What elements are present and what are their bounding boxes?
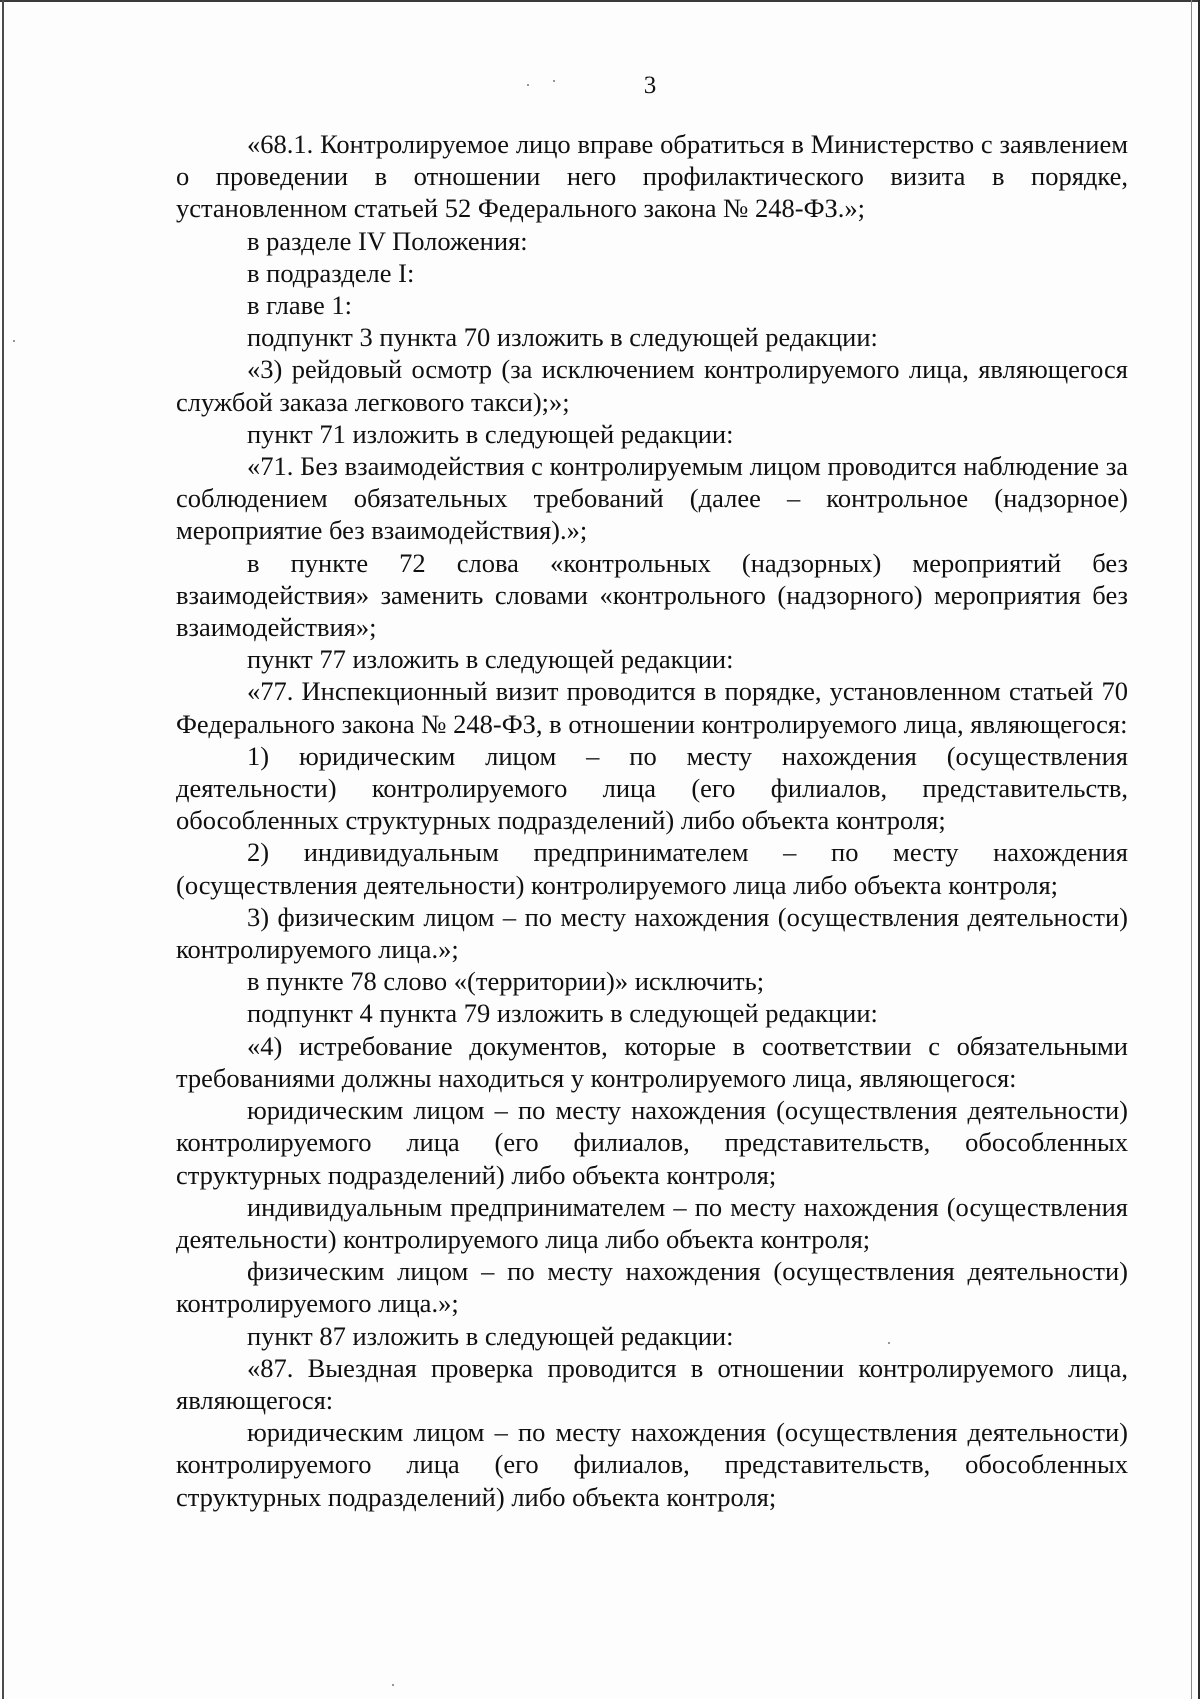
paragraph: «4) истребование документов, которые в соответствии с обязательными требованиями должны находиться у контролируемого лица, являющегося: <box>176 1030 1128 1093</box>
paragraph: в подразделе I: <box>247 257 415 288</box>
paragraph: «68.1. Контролируемое лицо вправе обратиться в Министерство с заявлением о проведении в отношении него профилактического визита в порядке, установленном статьей 52 Федерального закона № 248-ФЗ.»; <box>176 129 1128 224</box>
paragraph: в пункте 72 слова «контрольных (надзорных) мероприятий без взаимодействия» заменить словами «контрольного (надзорного) мероприятия без взаимодействия»; <box>176 547 1128 643</box>
paragraph: юридическим лицом – по месту нахождения (осуществления деятельности) контролируемого лица (его филиалов, представительств, обособленных структурных подразделений) либо объекта контроля; <box>176 1095 1128 1190</box>
paragraph: «87. Выездная проверка проводится в отношении контролируемого лица, являющегося: <box>176 1352 1128 1415</box>
scan-edge-right-inner <box>1191 0 1192 1699</box>
paragraph: пункт 87 изложить в следующей редакции: <box>247 1320 734 1351</box>
paragraph: подпункт 3 пункта 70 изложить в следующей редакции: <box>247 322 878 353</box>
paragraph: в разделе IV Положения: <box>247 225 528 256</box>
scan-edge-top <box>0 0 1200 2</box>
paragraph: «3) рейдовый осмотр (за исключением контролируемого лица, являющегося службой заказа легкового такси);»; <box>176 354 1128 417</box>
paragraph: пункт 71 изложить в следующей редакции: <box>247 418 734 449</box>
paragraph: в главе 1: <box>247 290 353 321</box>
paragraph: «71. Без взаимодействия с контролируемым лицом проводится наблюдение за соблюдением обязательных требований (далее – контрольное (надзорное) мероприятие без взаимодействия).»; <box>176 451 1128 546</box>
scan-speck <box>13 340 15 342</box>
paragraph: 2) индивидуальным предпринимателем – по месту нахождения (осуществления деятельности) контролируемого лица либо объекта контроля; <box>176 837 1128 900</box>
paragraph: 3) физическим лицом – по месту нахождения (осуществления деятельности) контролируемого лица.»; <box>176 901 1128 965</box>
paragraph: физическим лицом – по месту нахождения (осуществления деятельности) контролируемого лица.»; <box>176 1256 1128 1319</box>
paragraph: подпункт 4 пункта 79 изложить в следующей редакции: <box>247 998 878 1029</box>
paragraph: пункт 77 изложить в следующей редакции: <box>247 644 734 675</box>
paragraph: индивидуальным предпринимателем – по месту нахождения (осуществления деятельности) контролируемого лица либо объекта контроля; <box>176 1191 1128 1254</box>
paragraph: 1) юридическим лицом – по месту нахождения (осуществления деятельности) контролируемого лица (его филиалов, представительств, обособленных структурных подразделений) либо объекта контроля; <box>176 740 1128 836</box>
scan-edge-left <box>2 0 4 1699</box>
page-number: 3 <box>643 72 657 99</box>
scan-speck <box>392 1684 394 1686</box>
paragraph: в пункте 78 слово «(территории)» исключить; <box>247 966 765 997</box>
paragraph: юридическим лицом – по месту нахождения (осуществления деятельности) контролируемого лица (его филиалов, представительств, обособленных структурных подразделений) либо объекта контроля; <box>176 1417 1128 1512</box>
paragraph: «77. Инспекционный визит проводится в порядке, установленном статьей 70 Федерального закона № 248-ФЗ, в отношении контролируемого лица, являющегося: <box>176 676 1128 739</box>
document-body <box>176 128 1128 1513</box>
